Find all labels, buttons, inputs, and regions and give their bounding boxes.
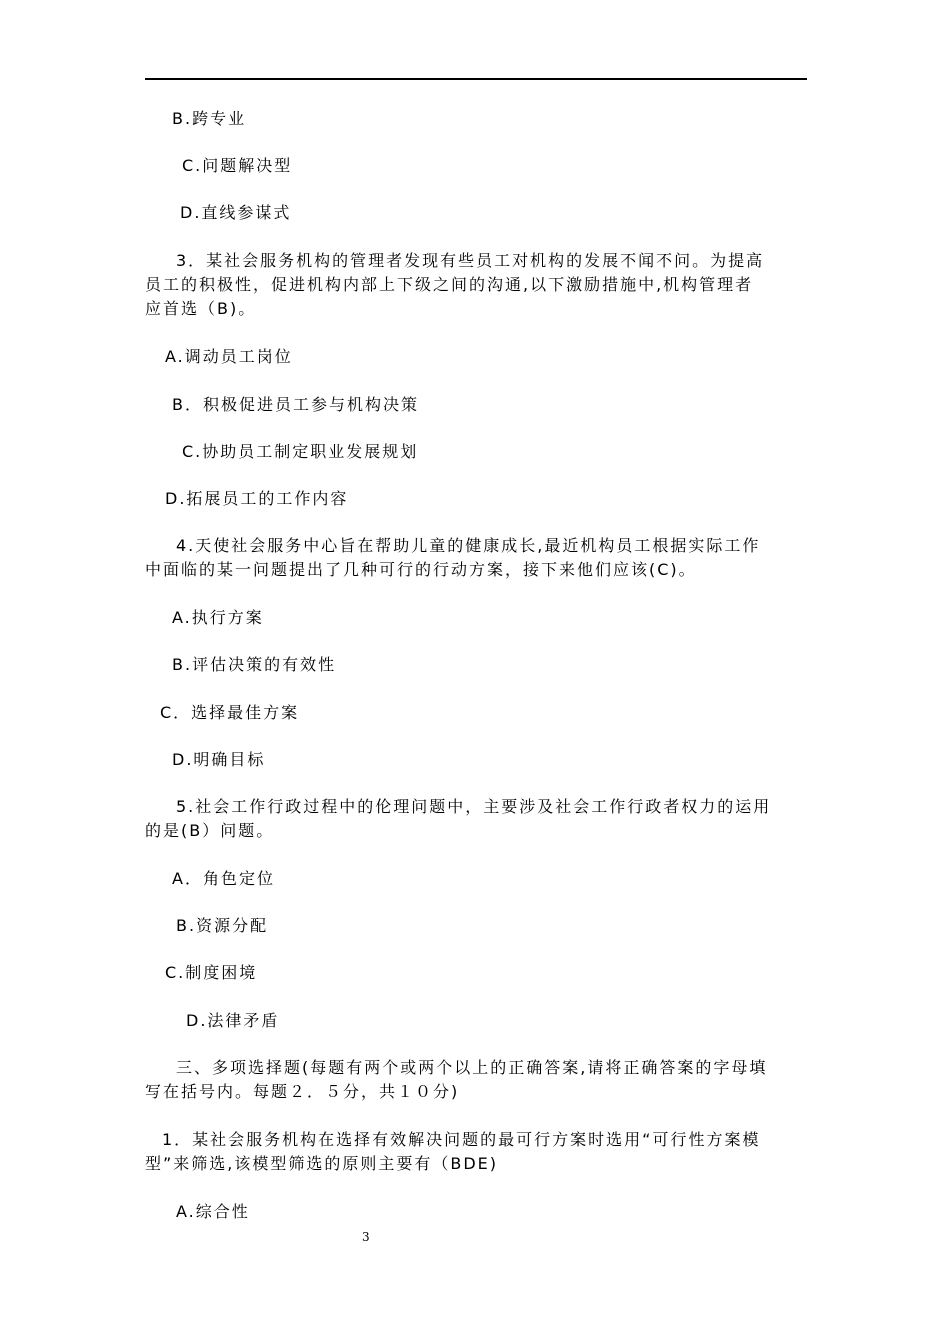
section-3-heading-line-1: 三、多项选择题(每题有两个或两个以上的正确答案,请将正确答案的字母填 (176, 1058, 768, 1077)
option-c: C.制度困境 (165, 963, 258, 982)
option-a: A.综合性 (176, 1202, 250, 1221)
option-c: C.问题解决型 (182, 156, 293, 175)
section-3-heading-line-2: 写在括号内。每题２．５分，共１０分) (145, 1082, 460, 1101)
option-a: A．角色定位 (172, 869, 275, 888)
option-d: D.明确目标 (172, 750, 266, 769)
multi-question-1-line-2: 型”来筛选,该模型筛选的原则主要有（BDE) (145, 1154, 499, 1173)
option-d: D.拓展员工的工作内容 (165, 489, 349, 508)
option-a: A.调动员工岗位 (165, 347, 293, 366)
multi-question-1-line-1: 1．某社会服务机构在选择有效解决问题的最可行方案时选用“可行性方案模 (162, 1130, 761, 1149)
question-3-line-1: 3．某社会服务机构的管理者发现有些员工对机构的发展不闻不问。为提高 (176, 251, 765, 270)
option-b: B．积极促进员工参与机构决策 (172, 395, 419, 414)
option-b: B.跨专业 (172, 109, 247, 128)
option-a: A.执行方案 (172, 608, 264, 627)
page-number: 3 (362, 1230, 370, 1244)
question-3-line-2: 员工的积极性，促进机构内部上下级之间的沟通,以下激励措施中,机构管理者 (145, 275, 754, 294)
question-5-line-2: 的是(B）问题。 (145, 821, 275, 840)
option-b: B.评估决策的有效性 (172, 655, 337, 674)
option-d: D.法律矛盾 (186, 1011, 280, 1030)
header-rule (145, 78, 807, 80)
question-4-line-2: 中面临的某一问题提出了几种可行的行动方案，接下来他们应该(C)。 (145, 560, 697, 579)
option-b: B.资源分配 (176, 916, 269, 935)
question-3-line-3: 应首选（B)。 (145, 299, 257, 318)
question-5-line-1: 5.社会工作行政过程中的伦理问题中，主要涉及社会工作行政者权力的运用 (176, 797, 772, 816)
option-d: D.直线参谋式 (180, 203, 292, 222)
option-c: C.协助员工制定职业发展规划 (182, 442, 419, 461)
question-4-line-1: 4.天使社会服务中心旨在帮助儿童的健康成长,最近机构员工根据实际工作 (176, 536, 761, 555)
option-c: C．选择最佳方案 (160, 703, 300, 722)
